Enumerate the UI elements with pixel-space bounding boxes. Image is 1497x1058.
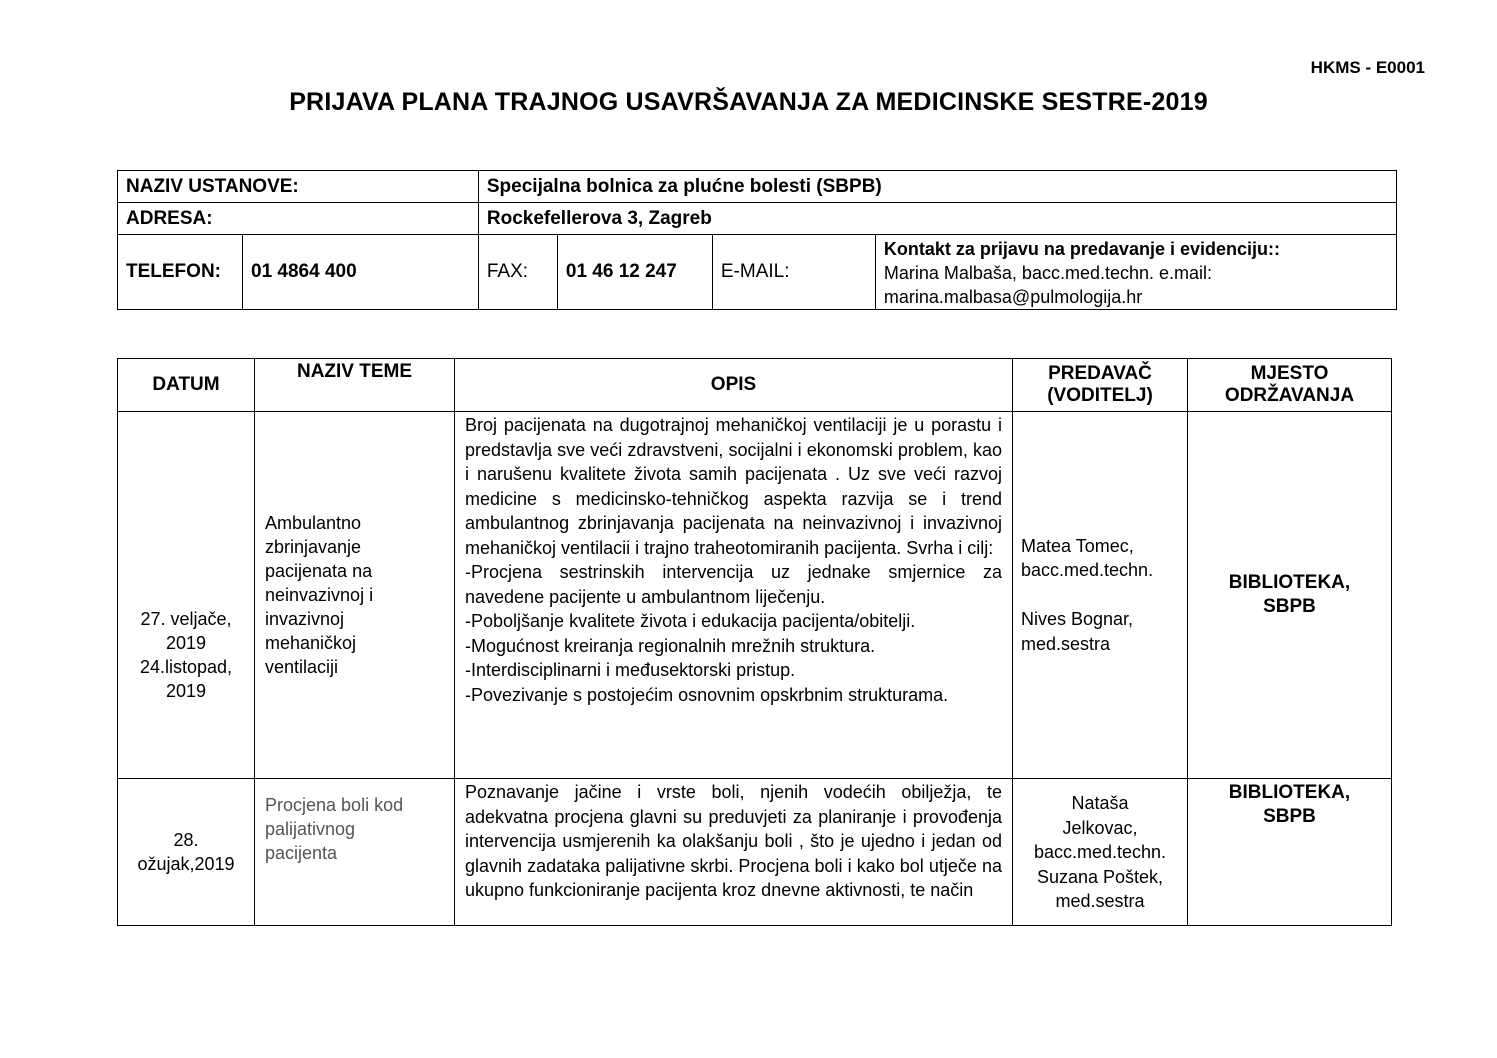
row-lecturer: Nataša Jelkovac, bacc.med.techn. Suzana Poštek, med.sestra — [1013, 779, 1188, 926]
contact-person: Marina Malbaša, bacc.med.techn. e.mail: — [883, 263, 1213, 283]
header-description: OPIS — [455, 359, 1013, 412]
description-paragraph: -Poboljšanje kvalitete života i edukacija pacijenta/obitelji. — [465, 611, 916, 631]
description-paragraph: -Interdisciplinarni i međusektorski pristup. — [465, 660, 796, 680]
row-description — [455, 779, 1013, 926]
table-row — [118, 412, 1392, 779]
row-topic: Procjena boli kod palijativnog pacijenta — [255, 779, 455, 926]
fax-value: 01 46 12 247 — [557, 235, 712, 310]
contact-info — [875, 235, 1396, 310]
row-lecturer: Matea Tomec, bacc.med.techn. Nives Bognar, med.sestra — [1013, 412, 1188, 779]
row-topic: Ambulantno zbrinjavanje pacijenata na neinvazivnoj i invazivnoj mehaničkoj ventilaciji — [255, 412, 455, 779]
description-paragraph: Poznavanje jačine i vrste boli, njenih vodećih obilježja, te adekvatna procjena glavni su preduvjeti za planiranje i provođenja intervencija usmjerenih ka olakšanju boli , što je ujedno i jedan od glavnih zadataka palijativne skrbi. Procjena boli i kako bol utječe na ukupno funkcioniranje pacijenta kroz dnevne aktivnosti, te način — [465, 782, 1002, 900]
contact-heading: Kontakt za prijavu na predavanje i evidenciju:: — [883, 239, 1280, 259]
institution-name-label: NAZIV USTANOVE: — [118, 171, 479, 203]
phone-label: TELEFON: — [118, 235, 243, 310]
header-lecturer: PREDAVAČ (VODITELJ) — [1013, 359, 1188, 412]
header-location: MJESTO ODRŽAVANJA — [1188, 359, 1392, 412]
institution-name-row — [118, 171, 1397, 203]
table-row — [118, 779, 1392, 926]
description-paragraph: -Mogućnost kreiranja regionalnih mrežnih struktura. — [465, 635, 876, 656]
header-topic: NAZIV TEME — [255, 359, 455, 412]
description-paragraph: -Procjena sestrinskih intervencija uz jednake smjernice za navedene pacijente u ambulantnom liječenju. — [465, 562, 1002, 607]
institution-address-row — [118, 203, 1397, 235]
description-paragraph: Broj pacijenata na dugotrajnoj mehaničkoj ventilaciji je u porastu i predstavlja sve veći zdravstveni, socijalni i ekonomski problem, kao i narušenu kvalitete života samih pacijenata . Uz sve veći razvoj medicine s medicinsko-tehničkog aspekta razvija se i trend ambulantnog zbrinjavanja pacijenata na neinvazivnoj i invazivnoj mehaničkoj ventilacii i trajno traheotomiranih pacijenta. Svrha i cilj: — [465, 415, 1002, 558]
page-title: PRIJAVA PLANA TRAJNOG USAVRŠAVANJA ZA MEDICINSKE SESTRE-2019 — [289, 88, 1208, 116]
plan-header-row — [118, 359, 1392, 412]
fax-label: FAX: — [478, 235, 557, 310]
row-date: 28. ožujak,2019 — [118, 779, 255, 926]
institution-address-label: ADRESA: — [118, 203, 479, 235]
row-location: BIBLIOTEKA, SBPB — [1188, 412, 1392, 779]
header-date: DATUM — [118, 359, 255, 412]
institution-address-value: Rockefellerova 3, Zagreb — [478, 203, 1396, 235]
row-description — [455, 412, 1013, 779]
contact-email-link[interactable]: marina.malbasa@pulmologija.hr — [883, 287, 1143, 307]
institution-name-value: Specijalna bolnica za plućne bolesti (SBPB) — [478, 171, 1396, 203]
phone-value: 01 4864 400 — [243, 235, 479, 310]
row-date: 27. veljače, 2019 24.listopad, 2019 — [118, 412, 255, 779]
education-plan-table — [117, 358, 1392, 926]
institution-contact-row — [118, 235, 1397, 310]
document-code: HKMS - E0001 — [1310, 58, 1425, 77]
institution-table — [117, 170, 1397, 310]
row-location: BIBLIOTEKA, SBPB — [1188, 779, 1392, 926]
email-label: E-MAIL: — [712, 235, 875, 310]
description-paragraph: -Povezivanje s postojećim osnovnim opskrbnim strukturama. — [465, 684, 949, 705]
